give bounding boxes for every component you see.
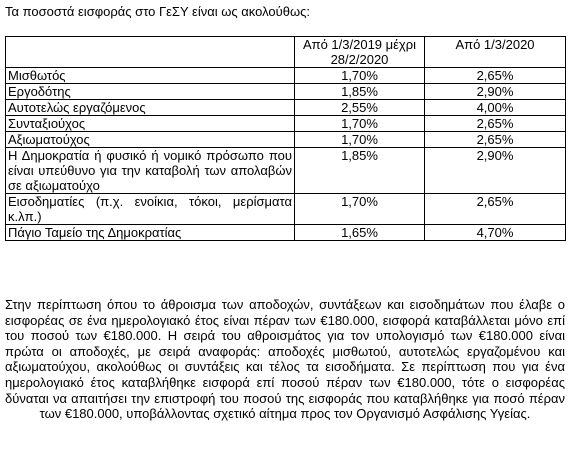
row-label: Εργοδότης xyxy=(6,84,295,100)
rate-period-2: 4,00% xyxy=(425,100,566,116)
table-row xyxy=(6,100,566,116)
rate-period-2: 2,65% xyxy=(425,68,566,84)
rate-period-1: 1,70% xyxy=(295,116,425,132)
rate-period-1: 1,65% xyxy=(295,225,425,241)
explanatory-paragraph: Στην περίπτωση όπου το άθροισμα των αποδοχών, συντάξεων και εισοδημάτων που έλαβε ο εισφορέας σε ένα ημερολογιακό έτος είναι πέραν των €180.000, εισφορά καταβάλλεται μόνο επί του ποσού των €180.000. Η σειρά του αθροισμάτος για τον υπολογισμό των €180.000 είναι πρώτα οι αποδοχές, με σειρά αναφοράς: αποδοχές μισθωτού, αυτοτελώς εργαζομένου και αξιωματούχου, ακολούθως οι συντάξεις και τέλος τα εισοδήματα. Σε περίπτωση που για ένα ημερολογιακό έτος καταβλήθηκε εισφορά επί ποσού πέραν των €180.000, τότε ο εισφορέας δύναται να απαιτήσει την επιστροφή του ποσού της εισφοράς που καταβλήθηκε για ποσό πέραν των €180.000, υποβάλλοντας σχετικό αίτημα προς τον Οργανισμό Ασφάλισης Υγείας. xyxy=(5,297,565,422)
table-row xyxy=(6,132,566,148)
table-row xyxy=(6,68,566,84)
header-period-2: Από 1/3/2020 xyxy=(425,37,566,68)
rate-period-2: 2,90% xyxy=(425,84,566,100)
rate-period-1: 1,70% xyxy=(295,68,425,84)
table-row xyxy=(6,225,566,241)
table-row xyxy=(6,194,566,225)
row-label: Η Δημοκρατία ή φυσικό ή νομικό πρόσωπο που είναι υπεύθυνο για την καταβολή των απολαβών σε αξιωματούχο xyxy=(6,148,295,194)
header-period-1: Από 1/3/2019 μέχρι 28/2/2020 xyxy=(295,37,425,68)
rate-period-1: 2,55% xyxy=(295,100,425,116)
row-label: Συνταξιούχος xyxy=(6,116,295,132)
rate-period-2: 2,90% xyxy=(425,148,566,194)
rate-period-2: 2,65% xyxy=(425,132,566,148)
table-row xyxy=(6,148,566,194)
header-blank-cell xyxy=(6,37,295,68)
rate-period-2: 2,65% xyxy=(425,194,566,225)
rate-period-1: 1,85% xyxy=(295,84,425,100)
rate-period-1: 1,70% xyxy=(295,194,425,225)
rate-period-1: 1,70% xyxy=(295,132,425,148)
row-label: Μισθωτός xyxy=(6,68,295,84)
rate-period-2: 2,65% xyxy=(425,116,566,132)
table-header-row xyxy=(6,37,566,68)
row-label: Αξιωματούχος xyxy=(6,132,295,148)
rate-period-2: 4,70% xyxy=(425,225,566,241)
table-row xyxy=(6,84,566,100)
row-label: Εισοδηματίες (π.χ. ενοίκια, τόκοι, μερίσματα κ.λπ.) xyxy=(6,194,295,225)
intro-text: Τα ποσοστά εισφοράς στο ΓεΣΥ είναι ως ακολούθως: xyxy=(5,4,310,19)
rate-period-1: 1,85% xyxy=(295,148,425,194)
contribution-rates-table xyxy=(5,36,566,241)
table-row xyxy=(6,116,566,132)
row-label: Αυτοτελώς εργαζόμενος xyxy=(6,100,295,116)
row-label: Πάγιο Ταμείο της Δημοκρατίας xyxy=(6,225,295,241)
